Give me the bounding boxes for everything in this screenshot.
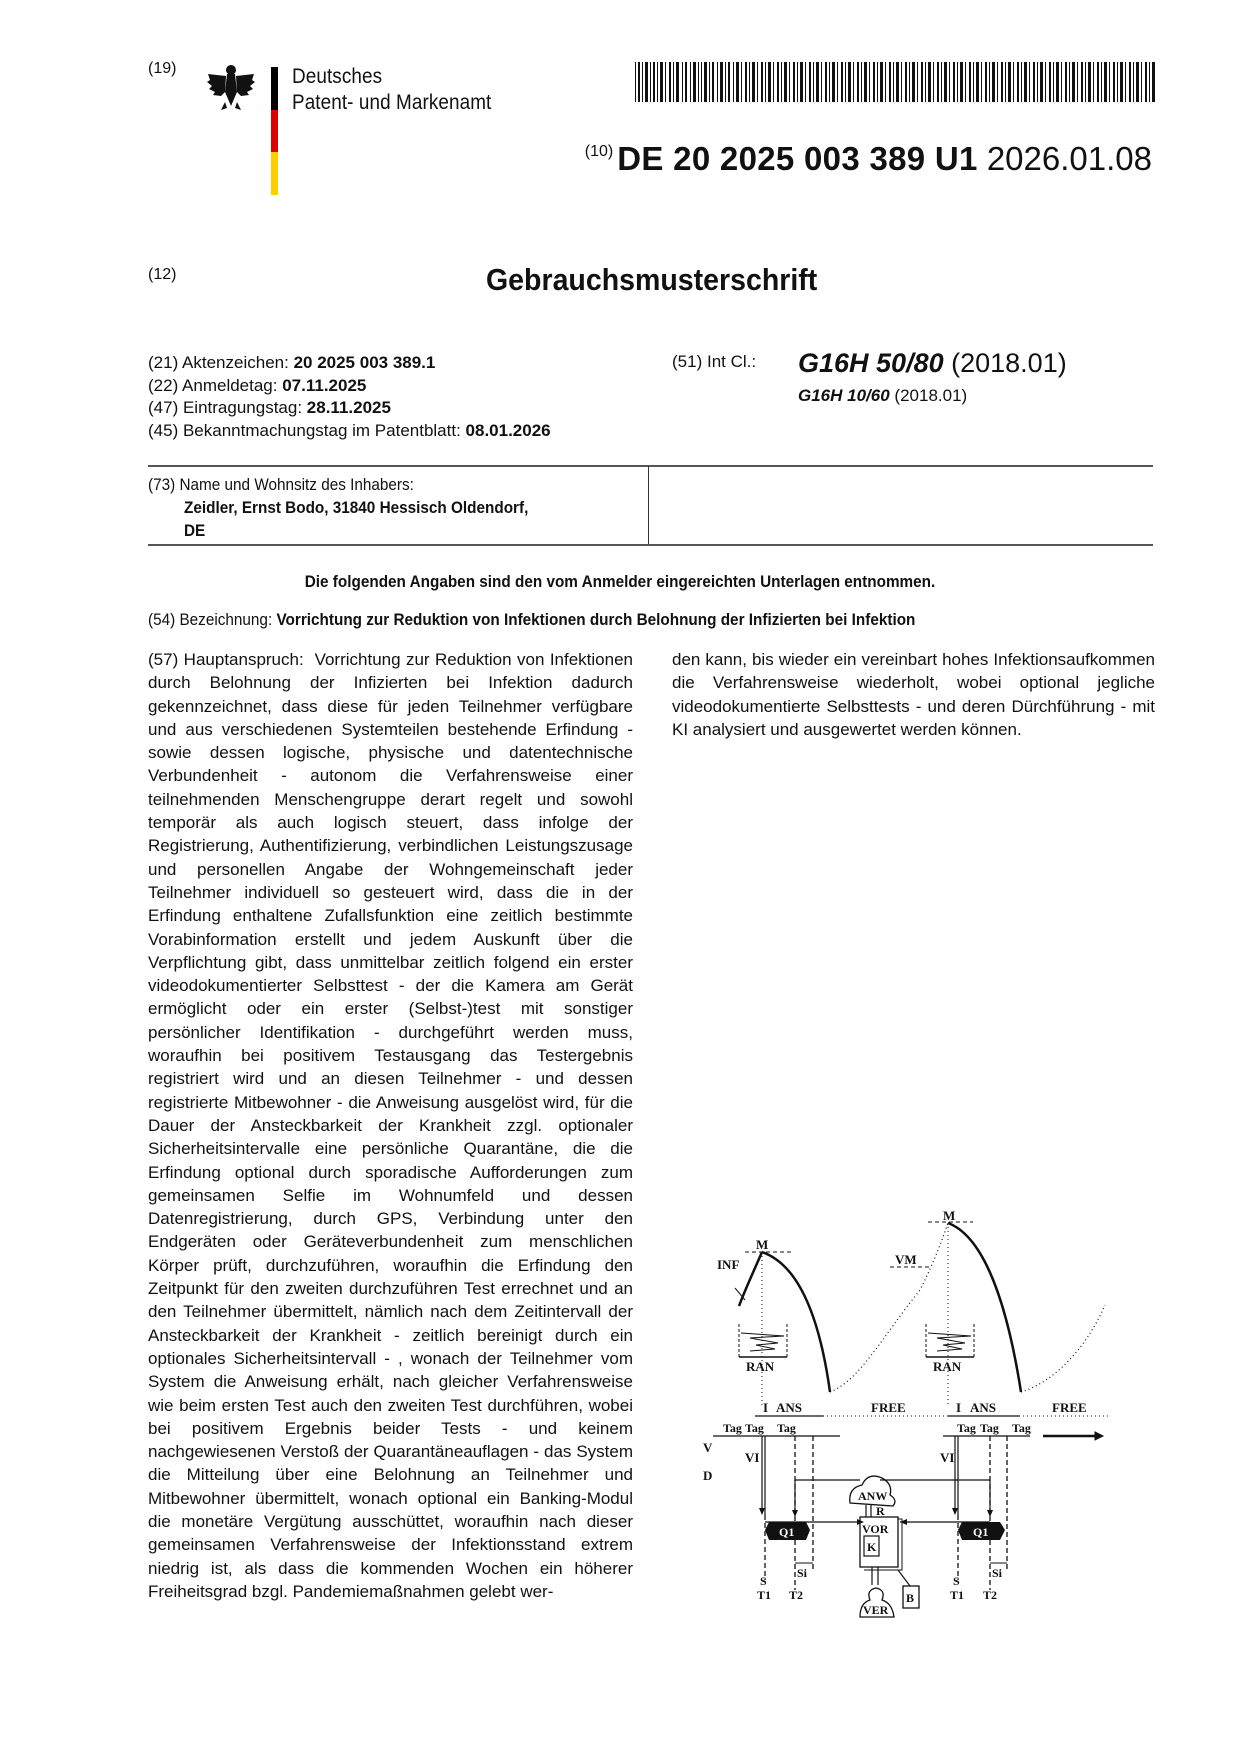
- bibliographic-data: [148, 352, 551, 442]
- document-type-title: Gebrauchsmusterschrift: [486, 262, 818, 297]
- inid-10: (10): [584, 143, 614, 160]
- federal-eagle-icon: [205, 62, 257, 114]
- infection-curve-dotted: [830, 1223, 948, 1392]
- label-ver: VER: [863, 1603, 889, 1617]
- inid-12: (12): [148, 266, 177, 283]
- claim-text-left: Vorrichtung zur Reduktion von Infektionen durch Belohnung der Infizierten bei Infektion dadurch gekennzeichnet, dass diese für jeden Teilnehmer verfügbare und aus verschiedenen Systemteilen bestehende Erfindung - sowie dessen logische, physische und datentechnische Verbundenheit - autonom die Verfahrensweise einer teilnehmenden Menschengruppe derart regelt und sowohl temporär als auch logisch steuert, dass infolge der Registrierung, Authentifizierung, verbindlichen Leistungszusage und personellen Angabe der Wohngemeinschaft jeder Teilnehmer individuell so gesteuert wird, dass die in der Erfindung enthaltene Zufallsfunktion eine zeitlich bestimmte Vorabinformation erstellt und jedem Auskunft über die Verpflichtung gibt, dass unmittelbar zeitlich folgend ein erster videodokumentierter Selbsttest - der die Kamera am Gerät ermöglicht oder ein erster (Selbst-)test mit sonstiger persönlicher Identifikation - durchgeführt werden muss, woraufhin bei positivem Testausgang das Testergebnis registriert wird und an diesen Teilnehmer - und dessen registrierte Mitbewohner - die Anweisung ausgelöst wird, für die Dauer der Ansteckbarkeit der Krankheit zzgl. optionaler Sicherheitsintervalle eine persönliche Quarantäne, die die Erfindung optional durch sporadische Aufforderungen zum gemeinsamen Selfie im Wohnumfeld und dessen Datenregistrierung, durch GPS, Verbindung unter den Endgeräten oder Geräteverbundenheit zum menschlichen Körper prüft, durchzuführen, woraufhin die Erfindung den Zeitpunkt für den zweiten durchzuführen Test errechnet und an den Teilnehmer übermittelt, nämlich nach dem Zeitintervall der Ansteckbarkeit der Krankheit - zeitlich bereinigt durch ein optionales Sicherheitsintervall - , wonach der Teilnehmer vom System die Anweisung erhält, nach gleicher Verfahrensweise wie beim ersten Test auch den zweiten Test durchführen, wobei bei positivem Ergebnis beider Tests - und keinem nachgewiesenen Verstoß der Quarantäneauflagen - das System die Mitteilung über eine Belohnung an Teilnehmer und Mitbewohner übermittelt, wonach optional ein Banking-Modul die monetäre Vergütung ausschüttet, woraufhin nach dieser gemeinsamen Verfahrensweise der Infektionsstand extrem niedrig ist, als dass die kommenden Wochen ein höherer Freiheitsgrad bzgl. Pandemiemaßnahmen gelebt wer-: [148, 650, 634, 1601]
- publication-number-line: [585, 140, 1152, 178]
- office-name: Deutsches Patent- und Markenamt: [292, 65, 492, 114]
- label-si-1: Si: [797, 1566, 808, 1580]
- label-tag: Tag: [980, 1421, 999, 1435]
- label-tag: Tag: [723, 1421, 742, 1435]
- claim-column-left: (57) Hauptanspruch: Vorrichtung zur Reduktion von Infektionen durch Belohnung der Infizierten bei Infektion dadurch gekennzeichnet, dass diese für jeden Teilnehmer verfügbare und aus verschiedenen Systemteilen bestehende Erfindung - sowie dessen logische, physische und datentechnische Verbundenheit - autonom die Verfahrensweise einer teilnehmenden Menschengruppe derart regelt und sowohl temporär als auch logisch steuert, dass infolge der Registrierung, Authentifizierung, verbindlichen Leistungszusage und personellen Angabe der Wohngemeinschaft jeder Teilnehmer individuell so gesteuert wird, dass die in der Erfindung enthaltene Zufallsfunktion eine zeitlich bestimmte Vorabinformation erstellt und jedem Auskunft über die Verpflichtung gibt, dass unmittelbar zeitlich folgend ein erster videodokumentierter Selbsttest - der die Kamera am Gerät ermöglicht oder ein erster (Selbst-)test mit sonstiger persönlicher Identifikation - durchgeführt werden muss, woraufhin bei positivem Testausgang das Testergebnis registriert wird und an diesen Teilnehmer - und dessen registrierte Mitbewohner - die Anweisung ausgelöst wird, für die Dauer der Ansteckbarkeit der Krankheit zzgl. optionaler Sicherheitsintervalle eine persönliche Quarantäne, die die Erfindung optional durch sporadische Aufforderungen zum gemeinsamen Selfie im Wohnumfeld und dessen Datenregistrierung, durch GPS, Verbindung unter den Endgeräten oder Geräteverbundenheit zum menschlichen Körper prüft, durchzuführen, woraufhin die Erfindung den Zeitpunkt für den zweiten durchzuführen Test errechnet und an den Teilnehmer übermittelt, nämlich nach dem Zeitintervall der Ansteckbarkeit der Krankheit - zeitlich bereinigt durch ein optionales Sicherheitsintervall - , wonach der Teilnehmer vom System die Anweisung erhält, nach gleicher Verfahrensweise wie beim ersten Test auch den zweiten Test durchführen, wobei bei positivem Ergebnis beider Tests - und keinem nachgewiesenen Verstoß der Quarantäneauflagen - das System die Mitteilung über eine Belohnung an Teilnehmer und Mitbewohner übermittelt, wonach optional ein Banking-Modul die monetäre Vergütung ausschüttet, woraufhin nach dieser gemeinsamen Verfahrensweise der Infektionsstand extrem niedrig ist, als dass die kommenden Wochen ein höherer Freiheitsgrad bzgl. Pandemiemaßnahmen gelebt wer-: [148, 650, 634, 1601]
- biblio-row-21: (21) Aktenzeichen: 20 2025 003 389.1: [148, 353, 436, 372]
- holder-name: Zeidler, Ernst Bodo, 31840 Hessisch Oldendorf,: [184, 498, 529, 517]
- label-b: B: [906, 1591, 915, 1605]
- label-vi-2: VI: [940, 1450, 955, 1465]
- title-54: (54) Bezeichnung: Vorrichtung zur Reduktion von Infektionen durch Belohnung der Infizierten bei Infektion: [148, 610, 916, 629]
- label-v: V: [703, 1440, 713, 1455]
- figure-diagram: [690, 1200, 1130, 1640]
- label-free-1: FREE: [871, 1400, 906, 1415]
- label-vor: VOR: [862, 1522, 889, 1536]
- invention-title: Vorrichtung zur Reduktion von Infektionen durch Belohnung der Infizierten bei Infektion: [276, 610, 916, 629]
- label-t2-2: T2: [983, 1588, 998, 1602]
- label-si-2: Si: [992, 1566, 1003, 1580]
- biblio-row-47: (47) Eintragungstag: 28.11.2025: [148, 398, 391, 417]
- barcode: [635, 62, 1155, 102]
- int-cl-label: (51) Int Cl.:: [672, 352, 757, 371]
- label-t1-1: T1: [757, 1588, 772, 1602]
- label-ans-2: ANS: [970, 1400, 997, 1415]
- label-t1-2: T1: [950, 1588, 965, 1602]
- int-cl-main: G16H 50/80 (2018.01): [798, 348, 1067, 378]
- label-anw: ANW: [858, 1489, 888, 1503]
- holder-block: (73) Name und Wohnsitz des Inhabers: Zeidler, Ernst Bodo, 31840 Hessisch Oldendorf, DE: [148, 475, 529, 540]
- label-r: R: [876, 1504, 885, 1518]
- infection-curve-rise: [739, 1252, 762, 1306]
- label-ran-2: RAN: [933, 1359, 962, 1374]
- biblio-row-22: (22) Anmeldetag: 07.11.2025: [148, 375, 367, 395]
- int-cl-secondary: G16H 10/60 (2018.01): [798, 386, 968, 405]
- divider-bottom: [148, 544, 1153, 546]
- label-i-2: I: [956, 1400, 962, 1415]
- label-vm: VM: [895, 1252, 917, 1267]
- label-vi-1: VI: [745, 1450, 760, 1465]
- label-d: D: [703, 1468, 713, 1483]
- label-k: K: [867, 1540, 877, 1554]
- publication-date: 2026.01.08: [986, 140, 1152, 177]
- label-s-1: S: [760, 1574, 767, 1588]
- label-tag: Tag: [745, 1421, 764, 1435]
- label-ans-1: ANS: [776, 1400, 803, 1415]
- label-tag: Tag: [777, 1421, 796, 1435]
- label-m-1: M: [756, 1237, 769, 1252]
- label-m-2: M: [943, 1208, 956, 1223]
- label-inf: INF: [717, 1257, 740, 1272]
- label-i-1: I: [763, 1400, 769, 1415]
- applicant-notice: Die folgenden Angaben sind den vom Anmelder eingereichten Unterlagen entnommen.: [304, 572, 936, 591]
- label-tag: Tag: [1012, 1421, 1031, 1435]
- divider-top: [148, 465, 1153, 467]
- divider-vertical: [648, 466, 649, 545]
- label-ran-1: RAN: [746, 1359, 775, 1374]
- label-q1-1: Q1: [779, 1525, 795, 1539]
- biblio-row-45: (45) Bekanntmachungstag im Patentblatt: 08.01.2026: [148, 420, 551, 440]
- label-tag: Tag: [957, 1421, 976, 1435]
- german-flag-bar: [271, 67, 278, 195]
- inid-19: (19): [148, 60, 177, 77]
- publication-number: DE 20 2025 003 389 U1: [617, 140, 978, 177]
- label-t2-1: T2: [789, 1588, 804, 1602]
- label-s-2: S: [953, 1574, 960, 1588]
- label-free-2: FREE: [1052, 1400, 1087, 1415]
- holder-country: DE: [184, 521, 206, 540]
- label-q1-2: Q1: [973, 1525, 989, 1539]
- claim-column-right: den kann, bis wieder ein vereinbart hohes Infektionsaufkommen die Verfahrensweise wiederholt, wobei optional jegliche videodokumentierte Selbsttests - und deren Dürchführung - mit KI analysiert und ausgewertet werden können.: [672, 650, 1155, 739]
